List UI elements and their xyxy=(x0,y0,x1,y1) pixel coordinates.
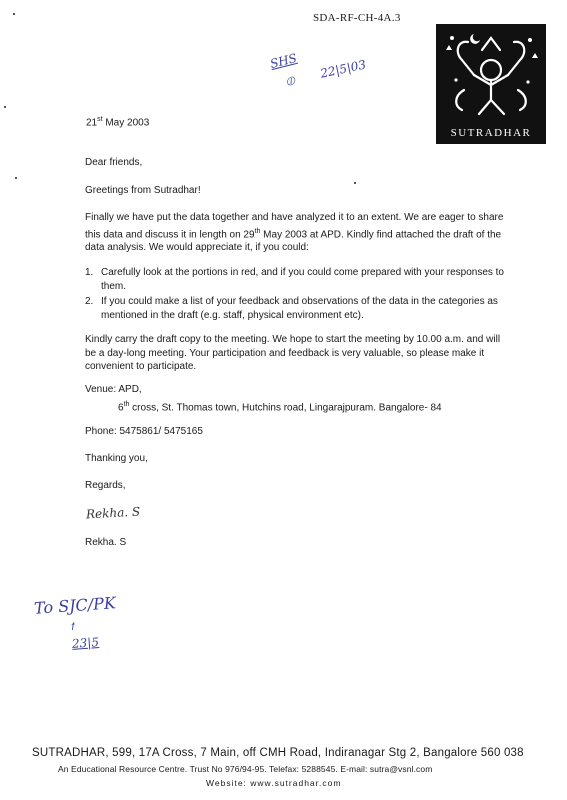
body-paragraph-2: Kindly carry the draft copy to the meeting. We hope to start the meeting by 10.00 a.m. and will be a day-long meeting. Your participation and feedback is very valuable, so please make it convenient to participate. xyxy=(85,334,501,372)
request-list xyxy=(85,266,510,324)
closing-regards: Regards, xyxy=(85,480,126,491)
salutation: Dear friends, xyxy=(85,157,143,168)
letter-date: 21st May 2003 xyxy=(86,116,150,129)
phone-number: Phone: 5475861/ 5475165 xyxy=(85,426,203,437)
list-item: 2. If you could make a list of your feedback and observations of the data in the categories as mentioned in the draft (e.g. staff, physical environment etc). xyxy=(85,296,498,321)
scan-speck xyxy=(4,106,6,108)
footer-website: Website: www.sutradhar.com xyxy=(206,778,342,788)
scan-speck xyxy=(354,182,356,184)
greeting: Greetings from Sutradhar! xyxy=(85,185,201,196)
received-initials: SHS xyxy=(268,50,299,72)
footer-trust-info: An Educational Resource Centre. Trust No 976/94-95. Telefax: 5288545. E-mail: sutra@vsnl.com xyxy=(58,764,433,774)
closing-thanks: Thanking you, xyxy=(85,453,148,464)
received-mark: ⦶ xyxy=(284,73,296,89)
signature: Rekha. S xyxy=(85,504,141,522)
forward-initials: ꝉ xyxy=(69,621,75,634)
scan-speck xyxy=(15,177,17,179)
sutradhar-logo xyxy=(436,24,546,144)
logo-illustration xyxy=(444,30,538,118)
venue-address: 6th cross, St. Thomas town, Hutchins road, Lingarajpuram. Bangalore- 84 xyxy=(118,401,442,414)
scan-speck xyxy=(13,13,15,15)
signer-name: Rekha. S xyxy=(85,537,127,548)
forward-date: 23|5 xyxy=(71,635,100,651)
reference-code: SDA-RF-CH-4A.3 xyxy=(313,12,401,24)
logo-wordmark: SUTRADHAR xyxy=(450,127,532,139)
forward-note: To SJC/PK xyxy=(33,593,117,618)
venue-label: Venue: APD, xyxy=(85,384,142,395)
list-item: 1. Carefully look at the portions in red, and if you could come prepared with your responses to them. xyxy=(85,267,504,292)
footer-address: SUTRADHAR, 599, 17A Cross, 7 Main, off CMH Road, Indiranagar Stg 2, Bangalore 560 038 xyxy=(32,747,524,759)
received-date: 22|5|03 xyxy=(319,57,368,81)
body-paragraph-1: Finally we have put the data together and have analyzed it to an extent. We are eager to share this data and discuss it in length on 29th May 2003 at APD. Kindly find attached the draft of the data analysis. We would appreciate it, if you could: xyxy=(85,212,504,254)
